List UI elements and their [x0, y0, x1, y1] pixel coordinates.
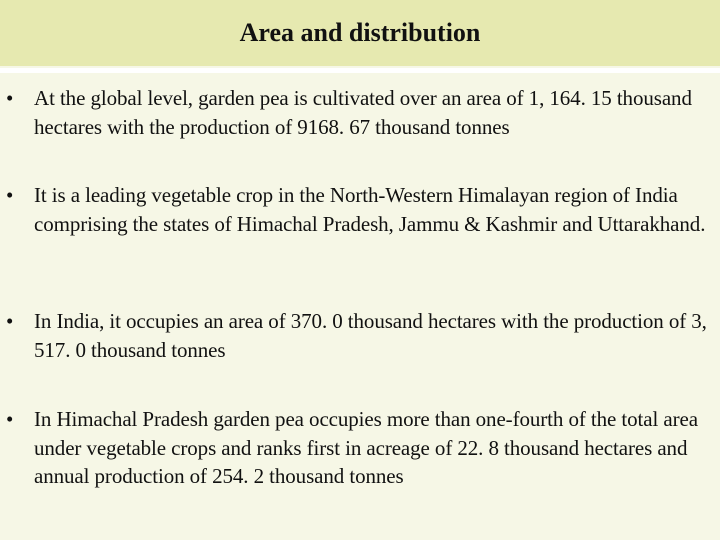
bullet-text: At the global level, garden pea is cultivated over an area of 1, 164. 15 thousand hectares with the production of 9168. 67 thousand tonnes: [34, 86, 692, 139]
bullet-item-india-area: [6, 307, 712, 364]
bullet-item-himachal-pradesh: [6, 405, 712, 491]
bullet-marker: •: [6, 407, 14, 431]
bullet-marker: •: [6, 86, 14, 110]
bullet-text: In India, it occupies an area of 370. 0 thousand hectares with the production of 3, 517. 0 thousand tonnes: [34, 309, 707, 362]
slide-title: Area and distribution: [239, 18, 481, 47]
bullet-text: It is a leading vegetable crop in the North-Western Himalayan region of India comprising the states of Himachal Pradesh, Jammu & Kashmir and Uttarakhand.: [34, 183, 706, 236]
bullet-item-himalayan-region: [6, 181, 712, 238]
bullet-marker: •: [6, 183, 14, 207]
bullet-text: In Himachal Pradesh garden pea occupies more than one-fourth of the total area under vegetable crops and ranks first in acreage of 22. 8 thousand hectares and annual production of 254. 2 thousand tonnes: [34, 407, 698, 488]
bullet-marker: •: [6, 309, 14, 333]
bullet-item-global-area: [6, 84, 712, 141]
